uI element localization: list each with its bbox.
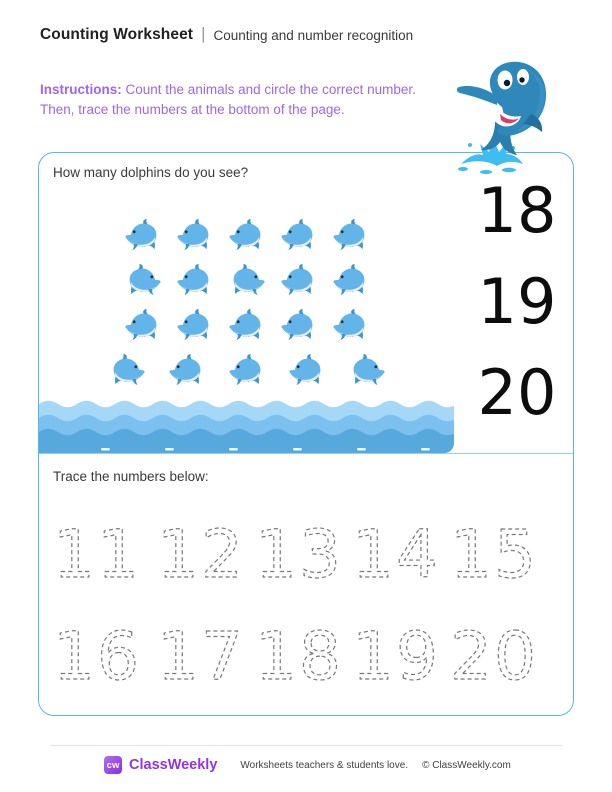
trace-section-label: Trace the numbers below: [53,469,209,484]
footer-copyright: © ClassWeekly.com [422,759,511,771]
dolphin-row [39,215,454,260]
dolphin-icon [176,219,214,257]
trace-number-13[interactable]: 13 [255,516,343,593]
dolphin-icon [332,264,370,302]
instructions-body: Count the animals and circle the correct number. Then, trace the numbers at the bottom of the page. [40,82,416,117]
trace-number-17[interactable]: 17 [157,618,245,695]
footer-tagline: Worksheets teachers & students love. [240,759,409,771]
dolphin-icon [176,264,214,302]
brand-name: ClassWeekly [129,757,218,773]
dolphin-icon [176,309,214,347]
dolphin-icon [280,264,318,302]
dolphin-icon [124,264,162,302]
waves-decoration [39,396,454,453]
dolphin-icon [332,309,370,347]
answer-choice-20[interactable]: 20 [477,356,557,429]
dolphin-icon [348,354,386,392]
dolphin-icon [228,219,266,257]
trace-number-16[interactable]: 16 [53,618,141,695]
section-divider [39,453,573,454]
trace-number-18[interactable]: 18 [255,618,343,695]
dolphin-icon [124,219,162,257]
trace-number-14[interactable]: 14 [352,516,440,593]
dolphin-icon [124,309,162,347]
instructions-label: Instructions: [40,82,122,97]
footer [104,756,511,774]
page-subtitle: Counting and number recognition [213,27,414,43]
dolphin-icon [168,354,206,392]
trace-numbers-row-1[interactable] [39,503,573,603]
trace-number-15[interactable]: 15 [450,516,538,593]
dolphin-icon [228,264,266,302]
answer-choice-19[interactable]: 19 [477,265,557,338]
answer-choices [461,174,573,429]
trace-number-12[interactable]: 12 [157,516,245,593]
instructions-text [40,80,452,120]
dolphin-icon [280,309,318,347]
dolphin-icon [288,354,326,392]
footer-divider [50,745,562,746]
dolphin-mascot-illustration [443,60,568,175]
dolphin-grid [39,215,454,395]
dolphin-icon [228,354,266,392]
trace-number-11[interactable]: 11 [53,516,141,593]
dolphin-icon [228,309,266,347]
dolphin-icon [280,219,318,257]
page-title: Counting Worksheet [40,26,194,43]
title-separator: | [201,24,206,43]
worksheet-box [38,152,574,716]
dolphin-icon [108,354,146,392]
question-text: How many dolphins do you see? [53,165,249,180]
dolphin-row [39,260,454,305]
trace-number-20[interactable]: 20 [450,618,538,695]
classweekly-logo-icon: cw [104,756,122,774]
trace-number-19[interactable]: 19 [352,618,440,695]
header [40,24,413,46]
answer-choice-18[interactable]: 18 [477,174,557,247]
dolphin-icon [332,219,370,257]
trace-numbers-row-2[interactable] [39,605,573,705]
dolphin-row [39,350,454,395]
dolphin-row [39,305,454,350]
